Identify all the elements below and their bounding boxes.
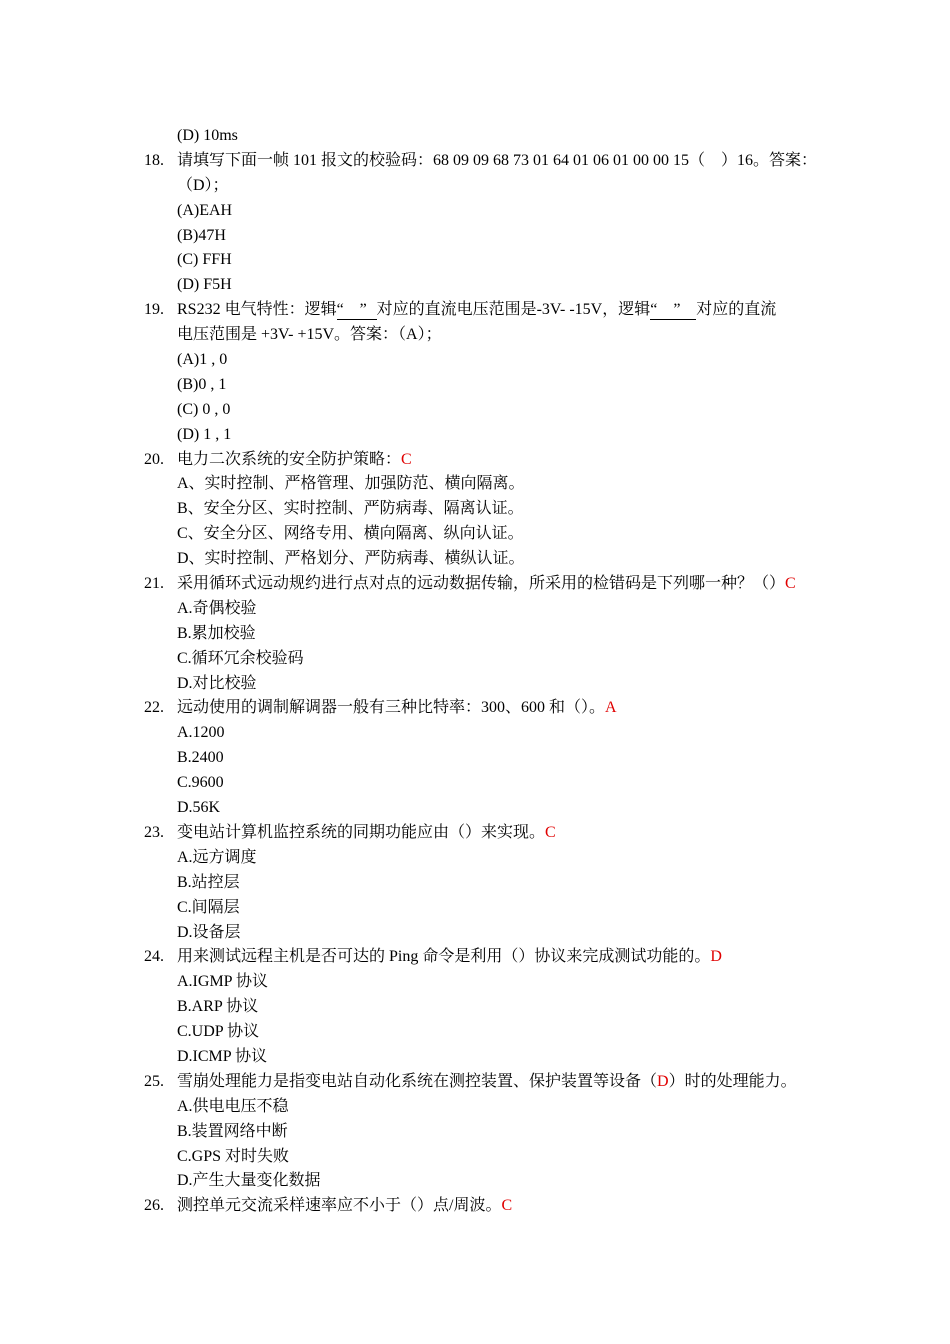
question-text-part: 用来测试远程主机是否可达的 Ping 命令是利用（）协议来完成测试功能的。 [177,948,711,966]
question-line [0,1194,950,1219]
option-text: D.产生大量变化数据 [177,1172,321,1190]
fill-in-blank: “ ” [337,301,377,320]
question-line [0,1070,950,1095]
option-text: D.对比校验 [177,674,257,692]
option-text: B、安全分区、实时控制、严防病毒、隔离认证。 [177,500,524,518]
question-text-part: 对应的直流 [696,301,777,319]
option-text: C.9600 [177,774,224,792]
option-text: A.供电电压不稳 [177,1097,289,1115]
option-line [0,497,950,522]
question-text: 请填写下面一帧 101 报文的校验码：68 09 09 68 73 01 64 01 06 01 00 00 15（ ）16。答案： [177,151,818,169]
option-text: B.ARP 协议 [177,998,259,1016]
question-number: 24. [144,948,164,966]
question-line [0,149,950,174]
question-text [177,572,796,597]
question-text [177,1070,797,1095]
option-text: C.UDP 协议 [177,1023,260,1041]
option-line [0,921,950,946]
question-text-part: 电力二次系统的安全防护策略： [177,450,402,468]
answer-mark: C [785,575,796,593]
option-line [0,995,950,1020]
option-line [0,348,950,373]
option-line [0,746,950,771]
option-line [0,1120,950,1145]
question-text-part: 雪崩处理能力是指变电站自动化系统在测控装置、保护装置等设备（ [177,1072,658,1090]
option-line [0,1020,950,1045]
question-line [0,448,950,473]
option-line [0,846,950,871]
option-line [0,547,950,572]
question-line [0,821,950,846]
question-line [0,572,950,597]
option-text: D、实时控制、严格划分、严防病毒、横纵认证。 [177,550,525,568]
question-number: 21. [144,575,164,593]
option-text: C.循环冗余校验码 [177,649,304,667]
question-text [177,696,617,721]
option-text: A.远方调度 [177,848,257,866]
question-text [177,821,556,846]
option-text: (B)47H [177,226,226,244]
question-text [177,298,776,323]
option-line [0,199,950,224]
answer-mark: C [545,823,556,841]
question-text [177,945,722,970]
question-text [177,1194,512,1219]
question-number: 23. [144,823,164,841]
question-text-part: 变电站计算机监控系统的同期功能应由（）来实现。 [177,823,546,841]
option-text: C.GPS 对时失败 [177,1147,290,1165]
option-text: (D) F5H [177,276,232,294]
option-text: (A)EAH [177,201,233,219]
option-line [0,871,950,896]
question-text: （D）； [177,176,229,194]
option-line [0,796,950,821]
option-text: (C) FFH [177,251,232,269]
question-number: 20. [144,450,164,468]
answer-mark: C [501,1197,513,1215]
option-text: A.IGMP 协议 [177,973,268,991]
option-text: (D) 1 , 1 [177,425,232,443]
option-text: B.装置网络中断 [177,1122,288,1140]
option-line [0,398,950,423]
option-line [0,1095,950,1120]
option-line [0,373,950,398]
question-text-part: 采用循环式远动规约进行点对点的远动数据传输，所采用的检错码是下列哪一种？（） [177,575,786,593]
option-text: (A)1 , 0 [177,351,228,369]
answer-mark: D [657,1072,669,1090]
question-text-part: 对应的直流电压范围是-3V- -15V，逻辑 [376,301,651,319]
option-text: (D) 10ms [177,127,238,144]
question-number: 19. [144,301,164,319]
option-line [0,472,950,497]
option-line [0,124,950,149]
option-line [0,273,950,298]
option-line [0,1145,950,1170]
question-text: 电压范围是 +3V- +15V。答案：（A）； [177,326,442,344]
answer-mark: D [710,948,722,966]
option-line [0,248,950,273]
question-line [0,298,950,323]
option-text: D.设备层 [177,923,241,941]
option-text: B.累加校验 [177,624,256,642]
answer-mark: C [401,450,412,468]
question-text-part: RS232 电气特性：逻辑 [177,301,337,319]
option-line [0,597,950,622]
option-text: C、安全分区、网络专用、横向隔离、纵向认证。 [177,525,524,543]
question-line [0,696,950,721]
question-text [177,448,412,473]
option-text: A.1200 [177,724,225,742]
question-number: 18. [144,151,164,169]
option-line [0,1169,950,1194]
option-text: D.56K [177,799,221,817]
question-text-part: 远动使用的调制解调器一般有三种比特率：300、600 和（）。 [177,699,606,717]
option-text: C.间隔层 [177,898,240,916]
question-number: 25. [144,1072,164,1090]
option-line [0,622,950,647]
option-line [0,896,950,921]
option-text: (B)0 , 1 [177,375,227,393]
question-continuation [0,174,950,199]
question-continuation [0,323,950,348]
option-text: D.ICMP 协议 [177,1047,268,1065]
option-line [0,970,950,995]
option-line [0,423,950,448]
question-line [0,945,950,970]
question-number: 22. [144,699,164,717]
question-text-part: 测控单元交流采样速率应不小于（）点/周波。 [177,1197,502,1215]
option-text: (C) 0 , 0 [177,400,231,418]
option-line [0,224,950,249]
option-line [0,721,950,746]
question-text-part: ）时的处理能力。 [668,1072,797,1090]
option-text: B.站控层 [177,873,240,891]
option-line [0,522,950,547]
fill-in-blank: “ ” [650,301,696,320]
option-line [0,647,950,672]
question-number: 26. [144,1197,164,1215]
answer-mark: A [605,699,617,717]
option-line [0,1045,950,1070]
option-line [0,771,950,796]
document-page [0,124,950,1219]
option-text: B.2400 [177,749,224,767]
option-line [0,672,950,697]
option-text: A、实时控制、严格管理、加强防范、横向隔离。 [177,475,525,493]
option-text: A.奇偶校验 [177,599,257,617]
